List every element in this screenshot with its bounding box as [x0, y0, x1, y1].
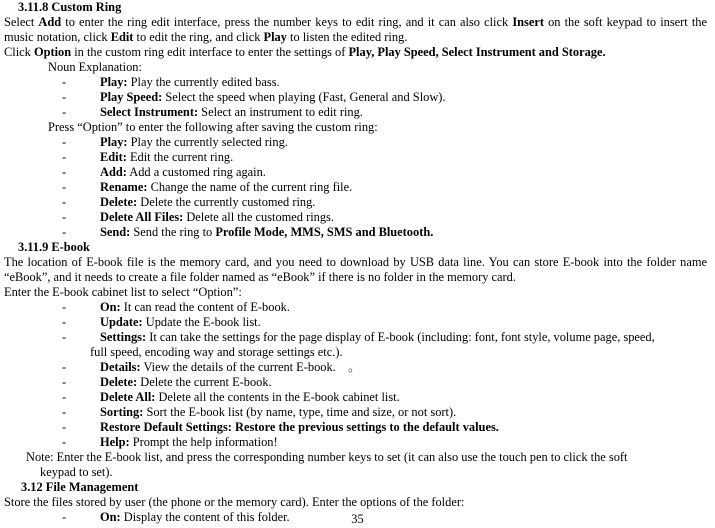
- paragraph-ebook-option: Enter the E-book cabinet list to select “Option”:: [4, 285, 242, 299]
- option-label: Press “Option” to enter the following after saving the custom ring:: [48, 120, 378, 134]
- paragraph-custom-ring-add: Select Add to enter the ring edit interface, press the number keys to edit ring, and it can also click Insert on the soft keypad to insert the music notation, click Edit to edit the ring, and click Play to listen the edited ring.: [4, 15, 707, 44]
- section-heading-custom-ring: 3.11.8 Custom Ring: [18, 0, 122, 14]
- document-page: [4, 0, 707, 525]
- paragraph-custom-ring-option: Click Option in the custom ring edit interface to enter the settings of Play, Play Speed, Select Instrument and Storage.: [4, 45, 606, 59]
- list-item: - Details: View the details of the current E-book. 。: [62, 360, 361, 374]
- list-item: - Settings: It can take the settings for the page display of E-book (including: font, font style, volume page, speed, full speed, encoding way and storage settings etc.).: [62, 330, 655, 359]
- list-item: - Help: Prompt the help information!: [62, 435, 278, 449]
- list-item: - Play: Play the currently edited bass.: [62, 75, 280, 89]
- paragraph-file-management: Store the files stored by user (the phone or the memory card). Enter the options of the folder:: [4, 495, 465, 509]
- list-item: - Sorting: Sort the E-book list (by name, type, time and size, or not sort).: [62, 405, 457, 419]
- list-item: - Play: Play the currently selected ring.: [62, 135, 288, 149]
- paragraph-ebook-location: The location of E-book file is the memory card, and you need to download by USB data line. You can store E-book into the folder name “eBook”, and it needs to create a file folder named as “eBook” if there is no folder in the memory card.: [4, 255, 707, 284]
- list-item: - Delete All Files: Delete all the customed rings.: [62, 210, 334, 224]
- list-item: - Send: Send the ring to Profile Mode, MMS, SMS and Bluetooth.: [62, 225, 434, 239]
- section-heading-file-management: 3.12 File Management: [21, 480, 139, 494]
- list-item: - Rename: Change the name of the current ring file.: [62, 180, 353, 194]
- list-item: - Select Instrument: Select an instrument to edit ring.: [62, 105, 363, 119]
- list-item: - Delete All: Delete all the contents in the E-book cabinet list.: [62, 390, 400, 404]
- ebook-note: Note: Enter the E-book list, and press the corresponding number keys to set (it can also use the touch pen to click the soft keypad to set).: [26, 450, 628, 479]
- list-item: - Add: Add a customed ring again.: [62, 165, 266, 179]
- list-item: - Update: Update the E-book list.: [62, 315, 261, 329]
- list-item: - Play Speed: Select the speed when playing (Fast, General and Slow).: [62, 90, 446, 104]
- list-item: - On: It can read the content of E-book.: [62, 300, 290, 314]
- list-item: - Restore Default Settings: Restore the previous settings to the default values.: [62, 420, 499, 434]
- noun-explanation-label: Noun Explanation:: [48, 60, 142, 74]
- section-heading-ebook: 3.11.9 E-book: [18, 240, 90, 254]
- list-item: - On: Display the content of this folder.: [62, 510, 290, 524]
- list-item: - Delete: Delete the currently customed ring.: [62, 195, 316, 209]
- page-number: 35: [351, 512, 364, 526]
- list-item: - Delete: Delete the current E-book.: [62, 375, 272, 389]
- list-item: - Edit: Edit the current ring.: [62, 150, 234, 164]
